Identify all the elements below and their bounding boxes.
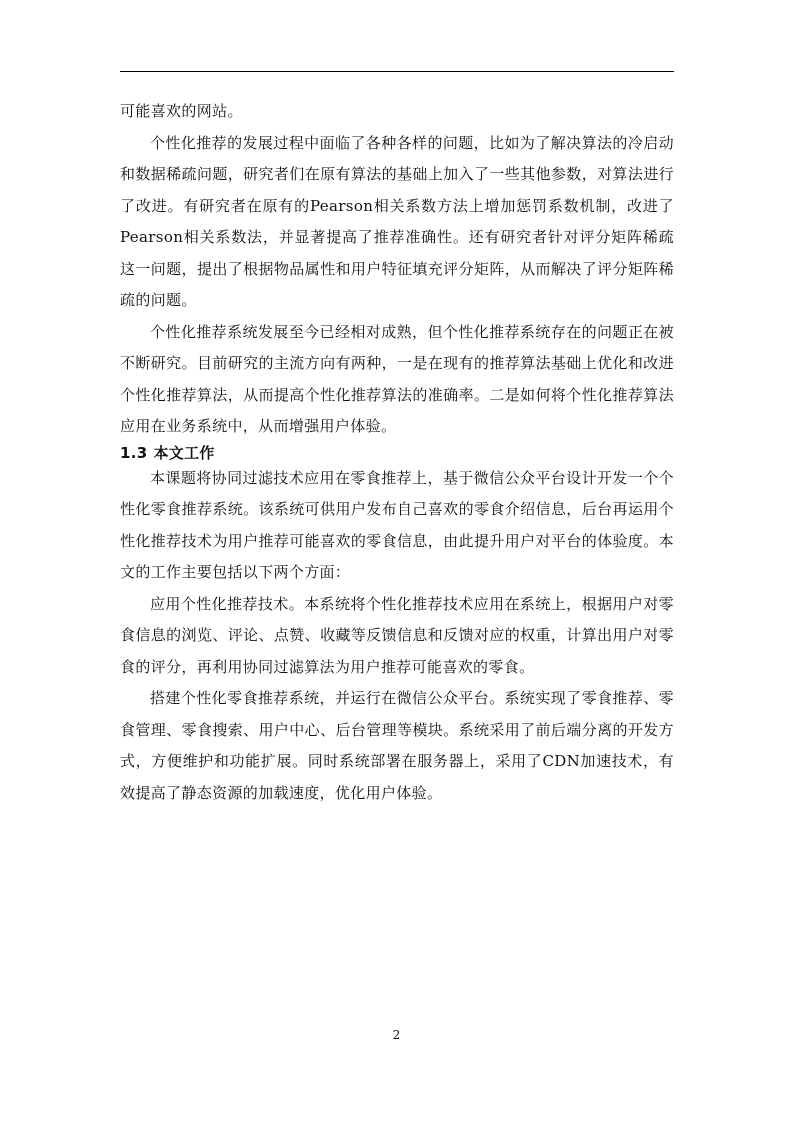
paragraph-system-build: 搭建个性化零食推荐系统，并运行在微信公众平台。系统实现了零食推荐、零食管理、零食搜索、用户中心、后台管理等模块。系统采用了前后端分离的开发方式，方便维护和功能扩展。同时系统部署在服务器上，采用了CDN加速技术，有效提高了静态资源的加载速度，优化用户体验。 <box>120 689 674 802</box>
section-heading <box>120 443 674 463</box>
header-rule <box>120 71 674 72</box>
section-number: 1.3 <box>120 443 148 462</box>
paragraph-development-issues: 个性化推荐的发展过程中面临了各种各样的问题，比如为了解决算法的冷启动和数据稀疏问题，研究者们在原有算法的基础上加入了一些其他参数，对算法进行了改进。有研究者在原有的Pearson相关系数方法上增加惩罚系数机制，改进了Pearson相关系数法，并显著提高了推荐准确性。还有研究者针对评分矩阵稀疏这一问题，提出了根据物品属性和用户特征填充评分矩阵，从而解决了评分矩阵稀疏的问题。 <box>120 133 674 309</box>
paragraph-continuation: 可能喜欢的网站。 <box>120 102 243 120</box>
paragraph-recommendation-tech: 应用个性化推荐技术。本系统将个性化推荐技术应用在系统上，根据用户对零食信息的浏览、评论、点赞、收藏等反馈信息和反馈对应的权重，计算出用户对零食的评分，再利用协同过滤算法为用户推荐可能喜欢的零食。 <box>120 594 674 676</box>
page-body <box>120 96 674 809</box>
page-number: 2 <box>392 1028 401 1042</box>
section-title: 本文工作 <box>153 443 215 462</box>
paragraph-research-directions: 个性化推荐系统发展至今已经相对成熟，但个性化推荐系统存在的问题正在被不断研究。目前研究的主流方向有两种，一是在现有的推荐算法基础上优化和改进个性化推荐算法，从而提高个性化推荐算法的准确率。二是如何将个性化推荐算法应用在业务系统中，从而增强用户体验。 <box>120 322 674 435</box>
paragraph-project-overview: 本课题将协同过滤技术应用在零食推荐上，基于微信公众平台设计开发一个个性化零食推荐系统。该系统可供用户发布自己喜欢的零食介绍信息，后台再运用个性化推荐技术为用户推荐可能喜欢的零食信息，由此提升用户对平台的体验度。本文的工作主要包括以下两个方面： <box>120 468 674 581</box>
